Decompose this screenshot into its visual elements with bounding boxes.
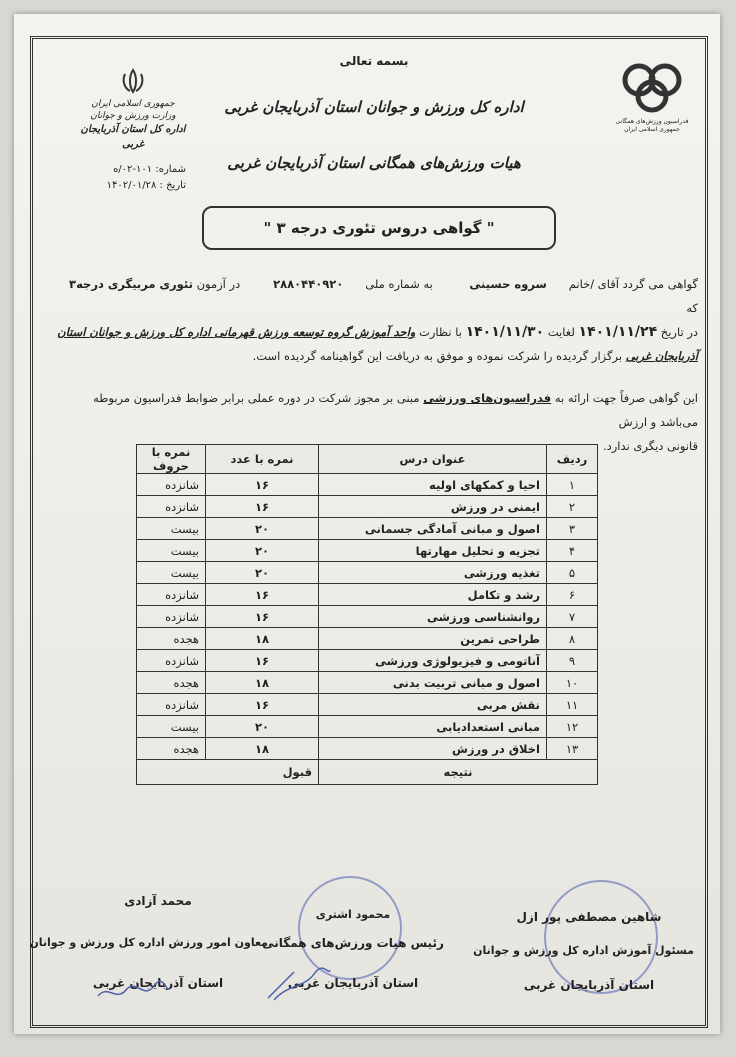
right-signatory-title: مسئول آموزش اداره کل ورزش و جوانان (473, 944, 694, 957)
left-signatory-title: معاون امور ورزش اداره کل ورزش و جوانان (29, 936, 268, 949)
national-id: ۲۸۸۰۴۴۰۹۲۰ (273, 277, 344, 291)
center-signatory-title: رئیس هیات ورزش‌های همگانی (262, 936, 444, 950)
date-to: ۱۴۰۱/۱۱/۳۰ (465, 324, 545, 340)
federation-logo (610, 58, 694, 134)
left-signatory-place: استان آذربایجان غربی (92, 976, 224, 990)
result-row (137, 760, 598, 785)
table-row: ۹ آناتومی و فیزیولوژی ورزشی ۱۶ شانزده (137, 650, 598, 672)
certificate-sheet (14, 14, 720, 1034)
table-row: ۱۱ نقش مربی ۱۶ شانزده (137, 694, 598, 716)
table-row: ۳ اصول و مبانی آمادگی جسمانی ۲۰ بیست (137, 518, 598, 540)
federation-rings-icon (617, 58, 687, 114)
logo-caption-2: جمهوری اسلامی ایران (624, 126, 680, 133)
letter-date: تاریخ : ۱۴۰۲/۰۱/۲۸ (106, 180, 186, 191)
right-signatory-place: استان آذربایجان غربی (523, 978, 655, 992)
table-row: ۱۲ مبانی استعدادیابی ۲۰ بیست (137, 716, 598, 738)
person-name: سروه حسینی (469, 277, 547, 291)
right-stamp (544, 880, 658, 994)
right-signatory-name: شاهین مصطفی پور ازل (516, 910, 662, 924)
header-grade-number: نمره با عدد (206, 445, 319, 474)
org-line-1: اداره کل ورزش و جوانان استان آذربایجان غربی (224, 98, 524, 116)
header-grade-words: نمره با حروف (137, 445, 206, 474)
supervisor-unit: واحد آموزش گروه توسعه ورزش قهرمانی اداره کل ورزش و جوانان استان (57, 325, 416, 339)
header-row-number: ردیف (547, 445, 598, 474)
federations-term: فدراسیون‌های ورزشی (423, 391, 552, 405)
certificate-title: " گواهی دروس تئوری درجه ۳ " (202, 206, 556, 250)
result-label: نتیجه (319, 760, 598, 785)
table-row: ۲ ایمنی در ورزش ۱۶ شانزده (137, 496, 598, 518)
date-from: ۱۴۰۱/۱۱/۲۴ (578, 324, 658, 340)
result-value: قبول (137, 760, 319, 785)
body-paragraph-2-end: قانونی دیگری ندارد. (602, 439, 698, 453)
emblem-line-2: وزارت ورزش و جوانان (90, 111, 176, 121)
table-row: ۶ رشد و تکامل ۱۶ شانزده (137, 584, 598, 606)
table-row: ۱ احیا و کمکهای اولیه ۱۶ شانزده (137, 474, 598, 496)
body-paragraph-2: این گواهی صرفاً جهت ارائه به فدراسیون‌های ورزشی مبنی بر مجوز شرکت در دوره عملی برابر ضوابط فدراسیون مربوطه می‌باشد و ارزش (93, 391, 698, 429)
logo-caption-1: فدراسیون ورزش‌های همگانی (615, 118, 689, 125)
body-line-2: در تاریخ ۱۴۰۱/۱۱/۲۴ لغایت ۱۴۰۱/۱۱/۳۰ با نظارت واحد آموزش گروه توسعه ورزش قهرمانی اداره کل ورزش و جوانان استان (57, 324, 698, 340)
emblem-line-3: اداره کل استان آذربایجان غربی (80, 124, 186, 150)
left-emblem-block (68, 68, 198, 152)
grades-table (136, 444, 598, 785)
exam-name: تئوری مربیگری درجه۳ (69, 277, 193, 291)
left-signatory-name: محمد آزادی (124, 894, 192, 908)
center-signatory-name: محمود اشتری (315, 908, 391, 921)
table-header-row (137, 445, 598, 474)
header-course-title: عنوان درس (319, 445, 547, 474)
table-row: ۵ تغذیه ورزشی ۲۰ بیست (137, 562, 598, 584)
table-row: ۸ طراحی تمرین ۱۸ هجده (137, 628, 598, 650)
body-line-1: گواهی می گردد آقای /خانم سروه حسینی به شماره ملی ۲۸۸۰۴۴۰۹۲۰ در آزمون تئوری مربیگری درجه۳ که (69, 277, 698, 315)
center-signatory-place: استان آذربایجان غربی (287, 976, 419, 990)
province-name: آذربایجان غربی (625, 349, 698, 363)
table-row: ۴ تجزیه و تحلیل مهارتها ۲۰ بیست (137, 540, 598, 562)
letter-number: شماره: ۱۰۱-۰۲/ه (113, 164, 186, 175)
iran-emblem-icon (120, 68, 146, 94)
certificate-body (54, 272, 698, 458)
table-row: ۱۳ اخلاق در ورزش ۱۸ هجده (137, 738, 598, 760)
table-row: ۷ روانشناسی ورزشی ۱۶ شانزده (137, 606, 598, 628)
left-signature-icon (94, 976, 174, 1006)
center-signature-icon (264, 964, 334, 1004)
letter-meta (74, 162, 186, 194)
body-line-3: آذربایجان غربی برگزار گردیده را شرکت نموده و موفق به دریافت این گواهینامه گردیده است. (252, 349, 698, 363)
org-line-2: هیات ورزش‌های همگانی استان آذربایجان غربی (227, 154, 521, 172)
table-row: ۱۰ اصول و مبانی تربیت بدنی ۱۸ هجده (137, 672, 598, 694)
emblem-line-1: جمهوری اسلامی ایران (91, 99, 175, 109)
basmala: بسمه تعالی (339, 54, 409, 68)
